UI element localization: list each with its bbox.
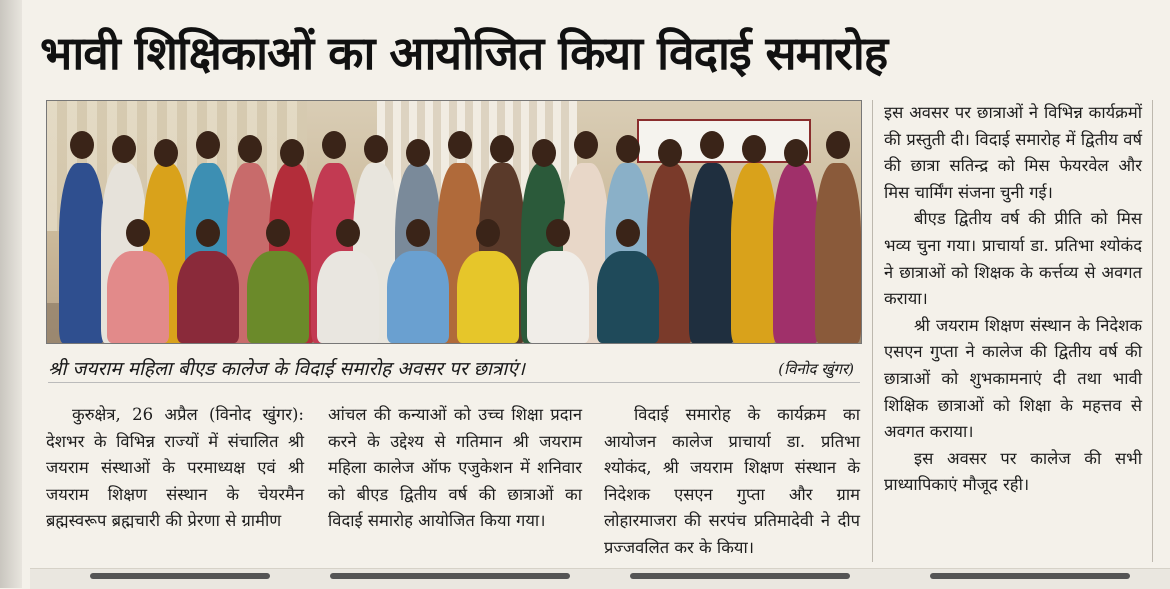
article-paragraph: विदाई समारोह के कार्यक्रम का आयोजन कालेज प्राचार्या डा. प्रतिभा श्योकंद, श्री जयराम शिक्षण संस्थान के निदेशक एसएन गुप्ता और ग्राम लोहारमाजरा की सरपंच प्रतिमादेवी ने दीप प्रज्जवलित कर के किया। (604, 405, 860, 557)
student-head (322, 131, 346, 159)
student-figure (317, 251, 379, 343)
student-head (196, 131, 220, 159)
student-figure (247, 251, 309, 343)
student-figure (731, 163, 777, 343)
student-figure (107, 251, 169, 343)
student-figure (689, 163, 735, 343)
page-edge (0, 0, 22, 588)
adjacent-article-edge (1158, 100, 1170, 560)
student-head (826, 131, 850, 159)
student-head (546, 219, 570, 247)
article-column-1 (46, 402, 304, 535)
student-head (364, 135, 388, 163)
student-head (70, 131, 94, 159)
student-head (406, 219, 430, 247)
student-head (658, 139, 682, 167)
student-head (476, 219, 500, 247)
student-figure (597, 251, 659, 343)
student-head (266, 219, 290, 247)
student-figure (527, 251, 589, 343)
student-head (112, 135, 136, 163)
news-photo (46, 100, 862, 344)
article-paragraph: इस अवसर पर कालेज की सभी प्राध्यापिकाएं मौजूद रही। (884, 448, 1142, 495)
student-head (742, 135, 766, 163)
student-figure (815, 163, 861, 343)
photo-caption-text: श्री जयराम महिला बीएड कालेज के विदाई समारोह अवसर पर छात्राएं। (48, 358, 525, 380)
next-headline-cutoff (30, 568, 1170, 589)
student-head (154, 139, 178, 167)
student-head (616, 135, 640, 163)
student-head (490, 135, 514, 163)
student-head (574, 131, 598, 159)
column-divider (1152, 100, 1153, 562)
student-head (406, 139, 430, 167)
student-head (336, 219, 360, 247)
article-paragraph: बीएड द्वितीय वर्ष की प्रीति को मिस भव्य चुना गया। प्राचार्या डा. प्रतिभा श्योकंद ने छात्राओं को शिक्षक के कर्त्तव्य से अवगत कराया। (884, 209, 1142, 309)
article-paragraph: कुरुक्षेत्र, 26 अप्रैल (विनोद खुंगर): देशभर के विभिन्न राज्यों में संचालित श्री जयराम संस्थाओं के परमाध्यक्ष एवं श्री जयराम शिक्षण संस्थान के चेयरमैन ब्रह्मस्वरूप ब्रह्मचारी की प्रेरणा से ग्रामीण (46, 405, 304, 531)
article-paragraph: श्री जयराम शिक्षण संस्थान के निदेशक एसएन गुप्ता ने कालेज की द्वितीय वर्ष की छात्राओं को शुभकामनाएं दी तथा भावी शिक्षिक छात्राओं को शिक्षा के महत्तव से अवगत कराया। (884, 315, 1142, 442)
article-headline: भावी शिक्षिकाओं का आयोजित किया विदाई समारोह (40, 26, 888, 80)
student-head (280, 139, 304, 167)
student-head (616, 219, 640, 247)
article-paragraph: इस अवसर पर छात्राओं ने विभिन्न कार्यक्रमों की प्रस्तुती दी। विदाई समारोह में द्वितीय वर्ष की छात्रा सतिन्द्र को मिस फेयरवेल और मिस चार्मिंग संजना चुनी गई। (884, 103, 1142, 202)
student-head (532, 139, 556, 167)
article-column-3 (604, 402, 860, 562)
student-figure (177, 251, 239, 343)
student-figure (773, 163, 819, 343)
student-head (784, 139, 808, 167)
student-head (448, 131, 472, 159)
article-column-2 (328, 402, 582, 535)
photo-caption (48, 356, 860, 383)
student-figure (387, 251, 449, 343)
student-figure (59, 163, 105, 343)
article-paragraph: आंचल की कन्याओं को उच्च शिक्षा प्रदान करने के उद्देश्य से गतिमान श्री जयराम महिला कालेज ऑफ एजुकेशन में शनिवार को बीएड द्वितीय वर्ष की छात्राओं का विदाई समारोह आयोजित किया गया। (328, 405, 582, 531)
student-head (126, 219, 150, 247)
student-figure (457, 251, 519, 343)
student-head (238, 135, 262, 163)
column-divider (872, 100, 873, 562)
student-head (196, 219, 220, 247)
student-head (700, 131, 724, 159)
article-column-4 (884, 100, 1142, 499)
photo-credit: (विनोद खुंगर) (778, 360, 854, 378)
